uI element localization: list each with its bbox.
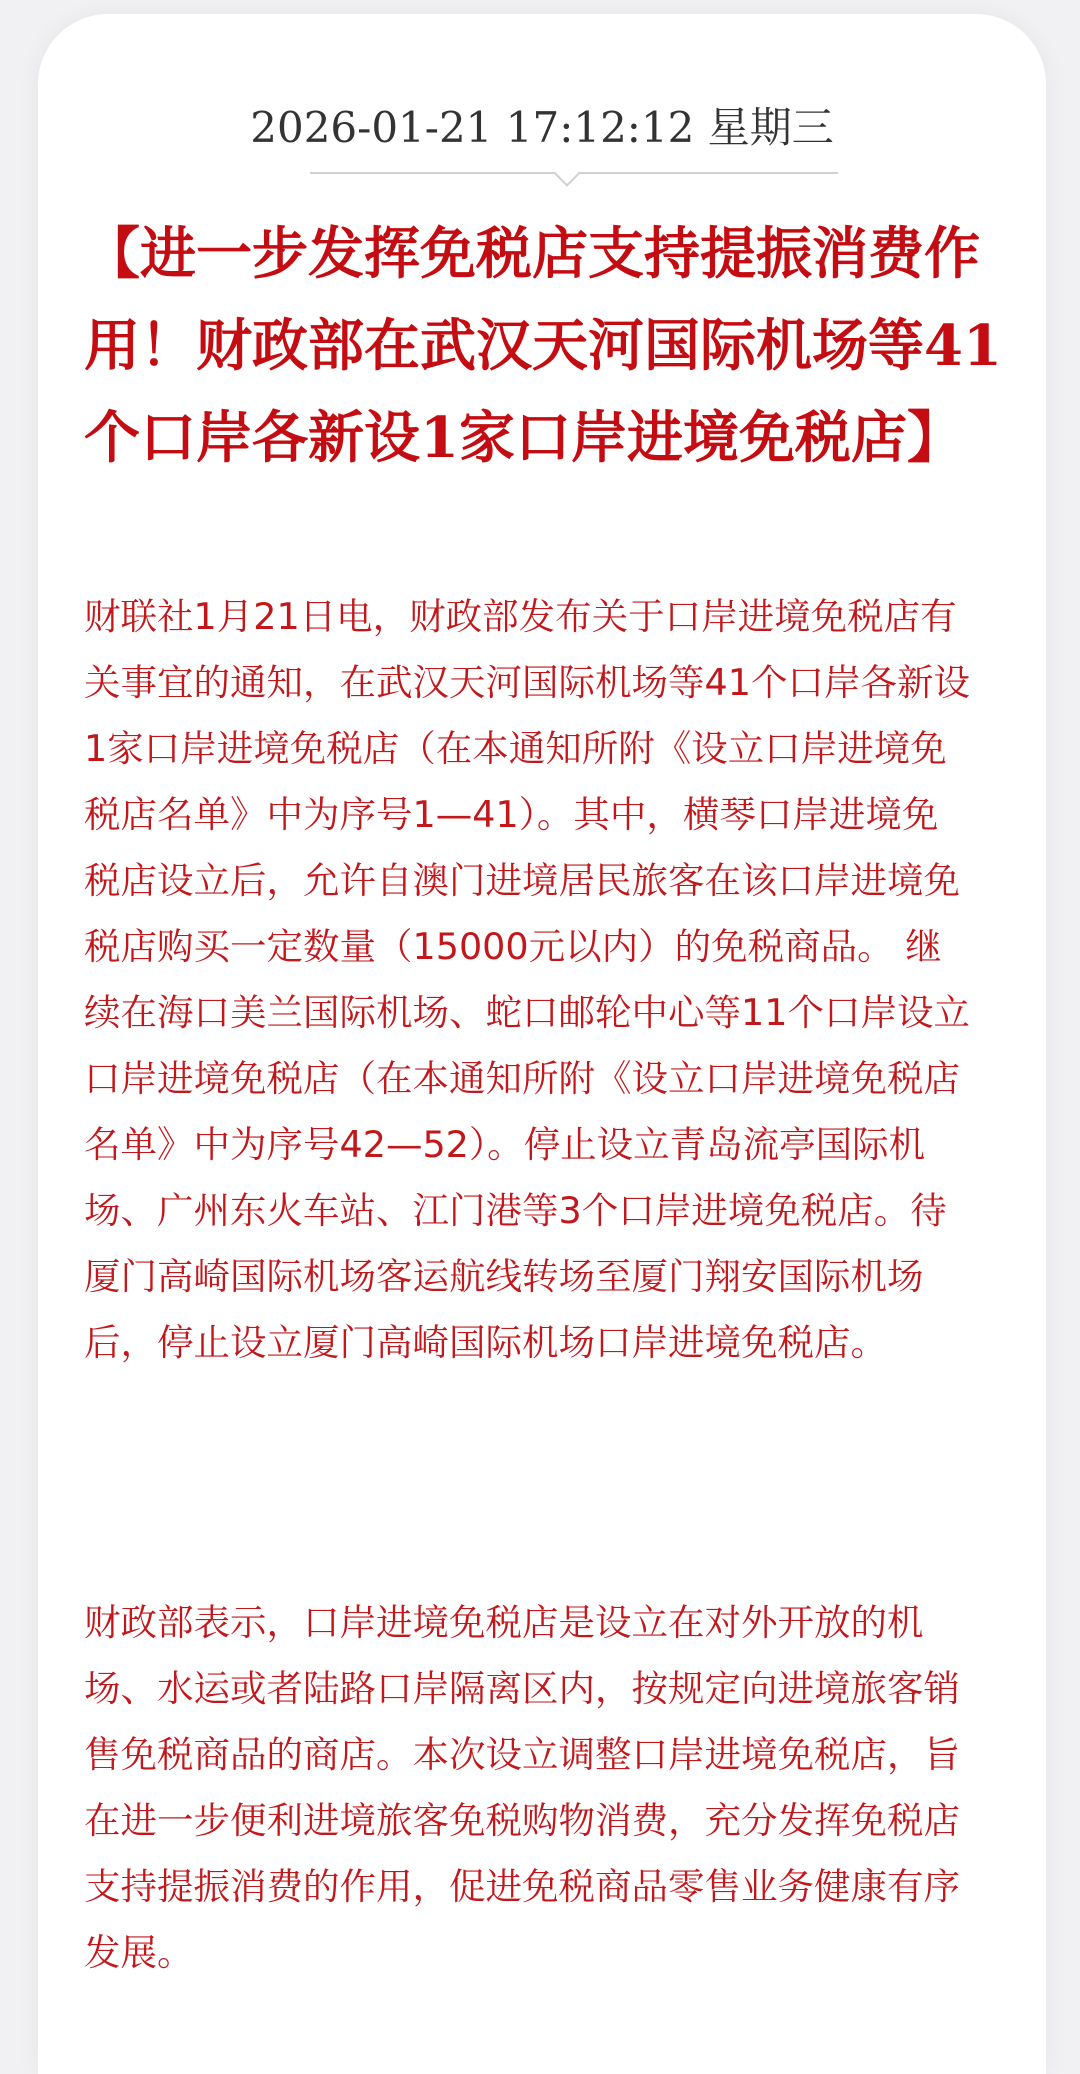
article-headline: 【进一步发挥免税店支持提振消费作用！财政部在武汉天河国际机场等41个口岸各新设1家口岸进境免税店】 [84, 221, 1002, 471]
publish-datetime: 2026-01-21 17:12:12 星期三 [250, 103, 834, 152]
article-paragraph: 财联社1月21日电，财政部发布关于口岸进境免税店有关事宜的通知，在武汉天河国际机场等41个口岸各新设1家口岸进境免税店（在本通知所附《设立口岸进境免税店名单》中为序号1—41）。其中，横琴口岸进境免税店设立后，允许自澳门进境居民旅客在该口岸进境免税店购买一定数量（15000元以内）的免税商品。 继续在海口美兰国际机场、蛇口邮轮中心等11个口岸设立口岸进境免税店（在本通知所附《设立口岸进境免税店名单》中为序号42—52）。停止设立青岛流亭国际机场、广州东火车站、江门港等3个口岸进境免税店。待厦门高崎国际机场客运航线转场至厦门翔安国际机场后，停止设立厦门高崎国际机场口岸进境免税店。 [84, 595, 970, 1364]
article-paragraph: 财政部表示，口岸进境免税店是设立在对外开放的机场、水运或者陆路口岸隔离区内，按规定向进境旅客销售免税商品的商店。本次设立调整口岸进境免税店，旨在进一步便利进境旅客免税购物消费，充分发挥免税店支持提振消费的作用，促进免税商品零售业务健康有序发展。 [84, 1601, 960, 1974]
divider-notch-icon [554, 161, 579, 186]
